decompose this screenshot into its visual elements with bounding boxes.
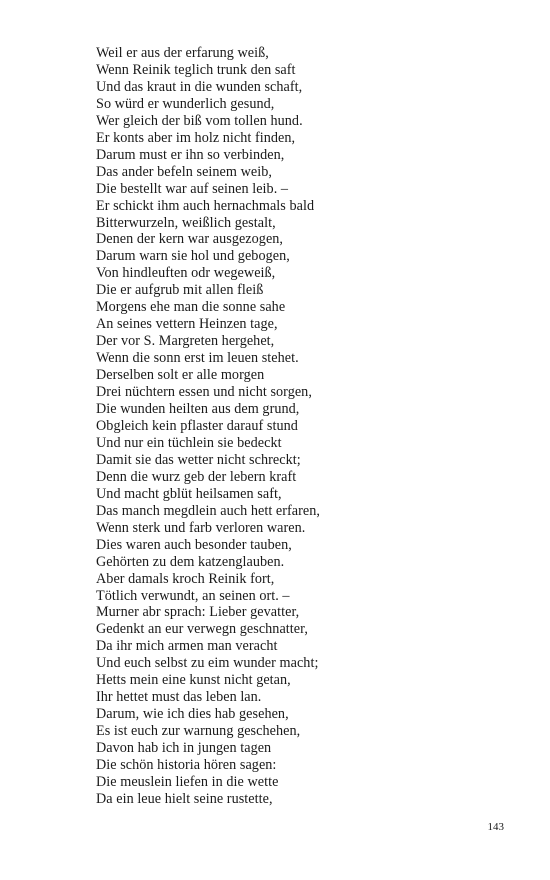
page-number: 143 xyxy=(487,821,504,833)
poem-line: Weil er aus der erfarung weiß, xyxy=(96,45,269,61)
poem-line: Derselben solt er alle morgen xyxy=(96,367,265,384)
poem-line: Denen der kern war ausgezogen, xyxy=(96,231,284,248)
poem-line: Er schickt ihm auch hernachmals bald xyxy=(96,197,315,214)
poem-line: Und macht gblüt heilsamen saft, xyxy=(96,485,282,502)
poem-line: Das ander befeln seinem weib, xyxy=(96,163,272,180)
poem-line: Und nur ein tüchlein sie bedeckt xyxy=(96,434,282,451)
poem-line: Die wunden heilten aus dem grund, xyxy=(96,401,300,418)
poem-line: Gedenkt an eur verwegn geschnatter, xyxy=(96,621,308,638)
poem-line: Die meuslein liefen in die wette xyxy=(96,773,279,790)
poem-line: Es ist euch zur warnung geschehen, xyxy=(96,723,301,740)
poem-line: Drei nüchtern essen und nicht sorgen, xyxy=(96,384,312,401)
poem-line: So würd er wunderlich gesund, xyxy=(96,95,275,112)
poem-line: Er konts aber im holz nicht finden, xyxy=(96,129,296,146)
poem-line: Gehörten zu dem katzenglauben. xyxy=(96,553,285,570)
poem-line: Das manch megdlein auch hett erfaren, xyxy=(96,502,321,519)
poem-line: Die er aufgrub mit allen fleiß xyxy=(96,282,264,299)
poem-line: Ihr hettet must das leben lan. xyxy=(96,689,262,706)
poem-line: Da ihr mich armen man veracht xyxy=(96,638,278,655)
poem-line: Obgleich kein pflaster darauf stund xyxy=(96,417,298,434)
poem-line: Die bestellt war auf seinen leib. – xyxy=(96,180,289,197)
poem-line: Aber damals kroch Reinik fort, xyxy=(96,570,275,587)
poem-line: Der vor S. Margreten hergehet, xyxy=(96,333,275,350)
poem-line: Darum must er ihn so verbinden, xyxy=(96,146,285,163)
poem-line: Davon hab ich in jungen tagen xyxy=(96,740,272,757)
poem-line: Von hindleuften odr wegeweiß, xyxy=(96,265,276,282)
poem-line: Morgens ehe man die sonne sahe xyxy=(96,299,286,316)
poem-text xyxy=(96,45,320,808)
poem-line: Dies waren auch besonder tauben, xyxy=(96,536,292,553)
poem-line: Und euch selbst zu eim wunder macht; xyxy=(96,655,319,672)
poem-line: Darum warn sie hol und gebogen, xyxy=(96,248,290,265)
poem-line: Wer gleich der biß vom tollen hund. xyxy=(96,112,303,129)
poem-line: Tötlich verwundt, an seinen ort. – xyxy=(96,587,290,604)
poem-line: Wenn sterk und farb verloren waren. xyxy=(96,519,306,536)
poem-line: Hetts mein eine kunst nicht getan, xyxy=(96,672,291,689)
poem-line: Und das kraut in die wunden schaft, xyxy=(96,78,303,95)
poem-line: Da ein leue hielt seine rustette, xyxy=(96,790,273,807)
poem-line: Darum, wie ich dies hab gesehen, xyxy=(96,706,289,723)
poem-line: Wenn Reinik teglich trunk den saft xyxy=(96,61,296,78)
poem-line: Damit sie das wetter nicht schreckt; xyxy=(96,451,301,468)
poem-line: Wenn die sonn erst im leuen stehet. xyxy=(96,350,299,367)
poem-line: Bitterwurzeln, weißlich gestalt, xyxy=(96,214,276,231)
poem-line: An seines vettern Heinzen tage, xyxy=(96,316,278,333)
poem-line: Murner abr sprach: Lieber gevatter, xyxy=(96,604,300,621)
poem-line: Die schön historia hören sagen: xyxy=(96,757,277,774)
poem-line: Denn die wurz geb der lebern kraft xyxy=(96,468,297,485)
